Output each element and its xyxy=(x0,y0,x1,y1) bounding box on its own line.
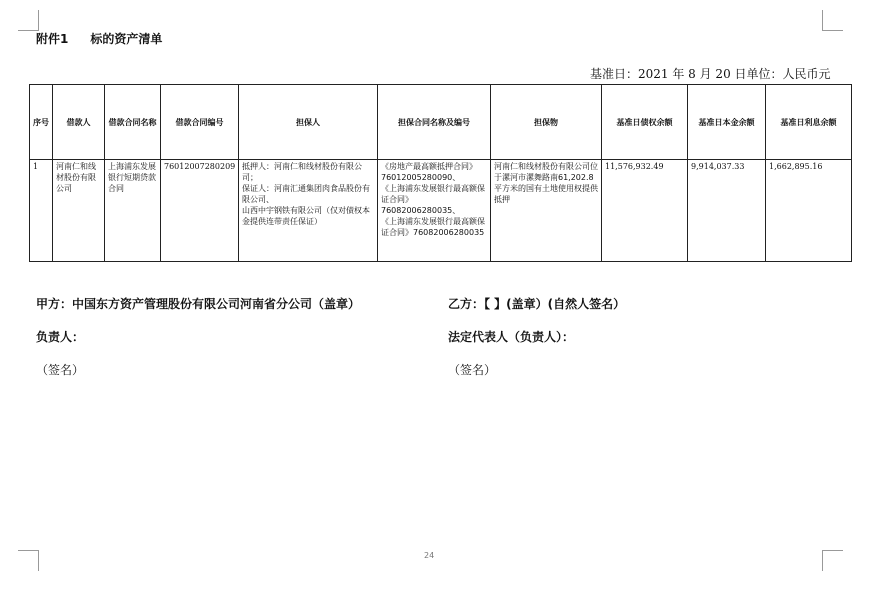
party-a-line: 甲方：中国东方资产管理股份有限公司河南省分公司（盖章） xyxy=(36,297,361,311)
column-header: 借款人 xyxy=(53,85,105,160)
guarantee-contract-line: 《上海浦东发展银行最高额保证合同》76082006280035 xyxy=(381,217,485,237)
crop-mark-top-left xyxy=(18,10,39,31)
guarantee-contract-line: 《上海浦东发展银行最高额保证合同》76082006280035、 xyxy=(381,184,485,215)
column-header: 基准日债权余额 xyxy=(602,85,688,160)
crop-mark-top-right xyxy=(822,10,843,31)
column-header: 担保合同名称及编号 xyxy=(378,85,491,160)
column-header: 借款合同名称 xyxy=(105,85,161,160)
party-b-representative: 法定代表人（负责人）： xyxy=(448,330,575,344)
column-header: 序号 xyxy=(30,85,53,160)
interest-balance-cell: 1,662,895.16 xyxy=(766,160,852,262)
column-header: 担保物 xyxy=(491,85,602,160)
page-number: 24 xyxy=(424,551,435,560)
crop-mark-bottom-left xyxy=(18,550,39,571)
party-a-responsible: 负责人： xyxy=(36,330,85,344)
claim-balance-cell: 11,576,932.49 xyxy=(602,160,688,262)
column-header: 基准日利息余额 xyxy=(766,85,852,160)
party-b-line: 乙方：【 】(盖章）(自然人签名） xyxy=(448,297,626,311)
base-date-line: 基准日：2021 年 8 月 20 日单位：人民币元 xyxy=(590,67,831,81)
attachment-label: 附件1 xyxy=(36,32,69,46)
principal-balance-cell: 9,914,037.33 xyxy=(688,160,766,262)
row-number: 1 xyxy=(30,160,53,262)
asset-table xyxy=(29,84,852,262)
document-title: 标的资产清单 xyxy=(90,32,163,46)
guarantor-cell xyxy=(239,160,378,262)
contract-name-cell: 上海浦东发展银行短期贷款合同 xyxy=(105,160,161,262)
column-header: 担保人 xyxy=(239,85,378,160)
contract-number-cell: 76012007280209 xyxy=(161,160,239,262)
guarantor-line: 山西中宇钢铁有限公司（仅对债权本金提供连带责任保证） xyxy=(242,206,370,226)
party-b-signature: （签名） xyxy=(448,363,497,377)
column-header: 基准日本金余额 xyxy=(688,85,766,160)
table-header-row xyxy=(30,85,852,160)
collateral-cell: 河南仁和线材股份有限公司位于漯河市漯舞路南61,202.8平方米的国有土地使用权提供抵押 xyxy=(491,160,602,262)
table-row xyxy=(30,160,852,262)
guarantee-contract-cell xyxy=(378,160,491,262)
column-header: 借款合同编号 xyxy=(161,85,239,160)
guarantor-line: 保证人：河南汇通集团肉食品股份有限公司、 xyxy=(242,184,370,204)
guarantor-line: 抵押人：河南仁和线材股份有限公司； xyxy=(242,162,362,182)
party-a-signature: （签名） xyxy=(36,363,85,377)
document-heading xyxy=(36,30,162,47)
guarantee-contract-line: 《房地产最高额抵押合同》76012005280090、 xyxy=(381,162,477,182)
borrower-cell: 河南仁和线材股份有限公司 xyxy=(53,160,105,262)
crop-mark-bottom-right xyxy=(822,550,843,571)
